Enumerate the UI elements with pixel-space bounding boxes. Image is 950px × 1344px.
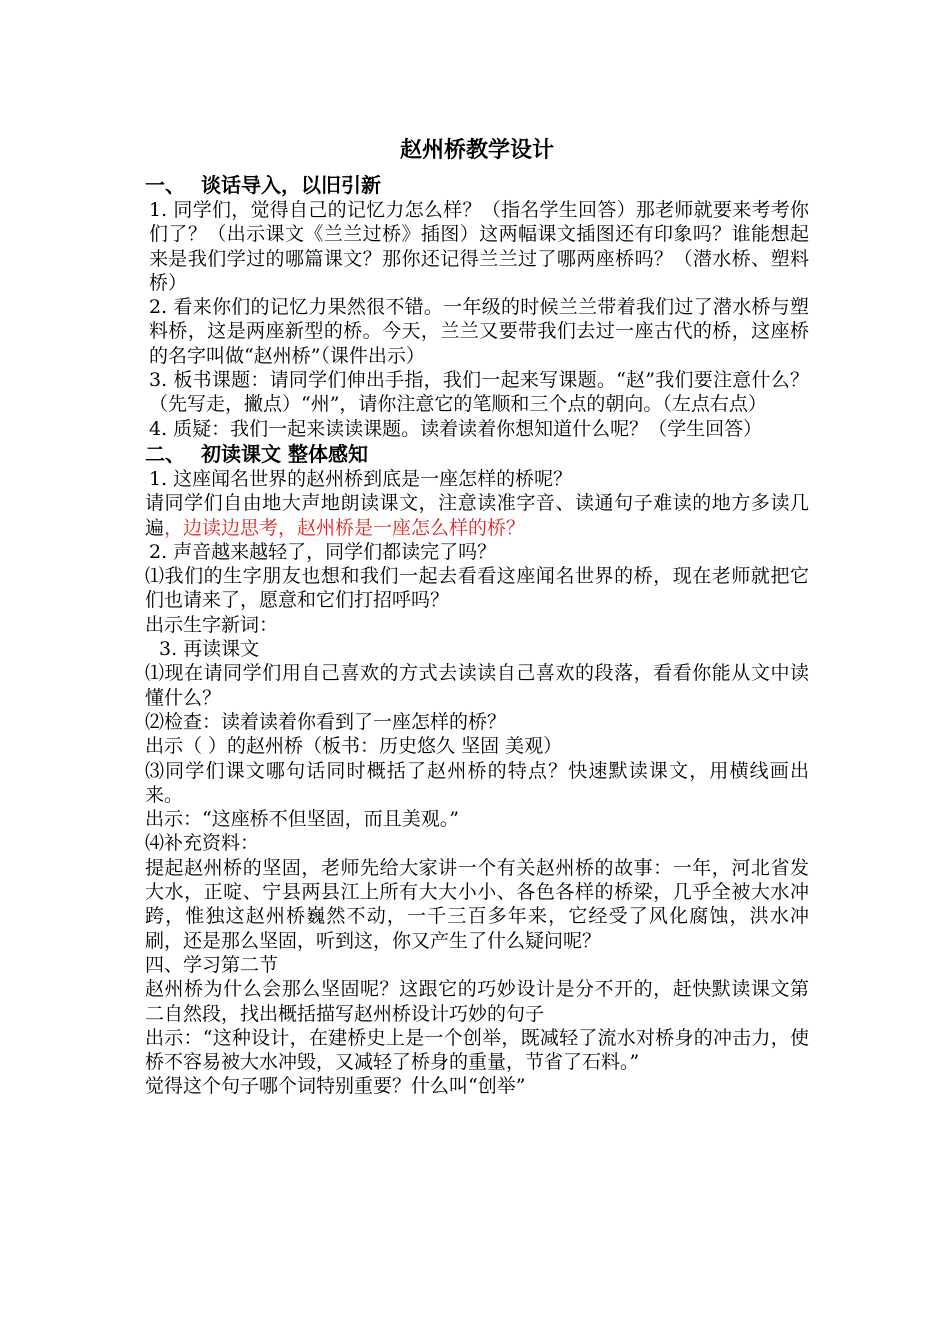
paragraph: ⑷补充资料： [145,832,260,855]
section-number: 一、 [145,173,185,197]
paragraph: 觉得这个句子哪个词特别重要？什么叫“创举” [145,1075,526,1098]
section-heading-1 [145,172,809,198]
paragraph: 出示（ ）的赵州桥（板书：历史悠久 坚固 美观） [145,735,563,758]
paragraph: 出示生字新词： [145,613,279,636]
paragraph: 出示：“这座桥不但坚固，而且美观。” [145,808,459,831]
paragraph: ⑴现在请同学们用自己喜欢的方式去读读自己喜欢的段落，看看你能从文中读懂什么？ [145,662,809,709]
paragraph: 赵州桥为什么会那么坚固呢？这跟它的巧妙设计是分不开的，赶快默读课文第二自然段，找出概括描写赵州桥设计巧妙的句子 [145,978,809,1025]
paragraph: 3. 再读课文 [159,638,260,661]
section-title: 初读课文 整体感知 [201,441,368,466]
paragraph: ⑴我们的生字朋友也想和我们一起去看看这座闻名世界的桥，现在老师就把它们也请来了，愿意和它们打招呼吗？ [145,565,809,612]
paragraph: ⑶同学们课文哪句话同时概括了赵州桥的特点？快速默读课文，用横线画出来。 [145,759,809,806]
document-title: 赵州桥教学设计 [399,138,554,163]
paragraph: 3. 板书课题：请同学们伸出手指，我们一起来写课题。“赵”我们要注意什么？（先写走，撇点）“州”，请你注意它的笔顺和三个点的朝向。（左点右点） [149,369,809,416]
paragraph: 2. 声音越来越轻了，同学们都读完了吗？ [149,540,497,563]
section-number: 二、 [145,441,185,466]
paragraph: 提起赵州桥的坚固，老师先给大家讲一个有关赵州桥的故事：一年，河北省发大水，正啶、宁县两县江上所有大大小小、各色各样的桥梁，几乎全被大水冲跨，惟独这赵州桥巍然不动，一千三百多年来，它经受了风化腐蚀，洪水冲刷，还是那么坚固，听到这，你又产生了什么疑问呢？ [145,856,809,952]
paragraph: 4. 质疑：我们一起来读读课题。读着读着你想知道什么呢？（学生回答） [149,417,763,440]
section-title: 谈话导入，以旧引新 [201,173,381,197]
paragraph-text: 请同学们自由地大声地朗读课文，注意读准字音、读通句子难读的地方多读几遍 [145,492,809,539]
section-heading-2 [145,441,809,467]
paragraph: 1. 同学们，觉得自己的记忆力怎么样？（指名学生回答）那老师就要来考考你们了？（出示课文《兰兰过桥》插图）这两幅课文插图还有印象吗？谁能想起来是我们学过的哪篇课文？那你还记得兰兰过了哪两座桥吗？（潜水桥、塑料桥） [149,199,809,294]
paragraph: 2. 看来你们的记忆力果然很不错。一年级的时候兰兰带着我们过了潜水桥与塑料桥，这是两座新型的桥。今天，兰兰又要带我们去过一座古代的桥，这座桥的名字叫做“赵州桥”（课件出示） [149,296,809,367]
paragraph: 1. 这座闻名世界的赵州桥到底是一座怎样的桥呢？ [149,467,573,490]
paragraph [145,491,809,540]
paragraph: ⑵检查：读着读着你看到了一座怎样的桥？ [145,710,507,733]
highlighted-text: ，边读边思考，赵州桥是一座怎么样的桥？ [164,516,526,539]
paragraph: 出示：“这种设计，在建桥史上是一个创举，既减轻了流水对桥身的冲击力，使桥不容易被大水冲毁，又减轻了桥身的重量，节省了石料。” [145,1026,809,1074]
section-heading-4: 四、学习第二节 [145,953,279,976]
document-page [145,136,809,1099]
